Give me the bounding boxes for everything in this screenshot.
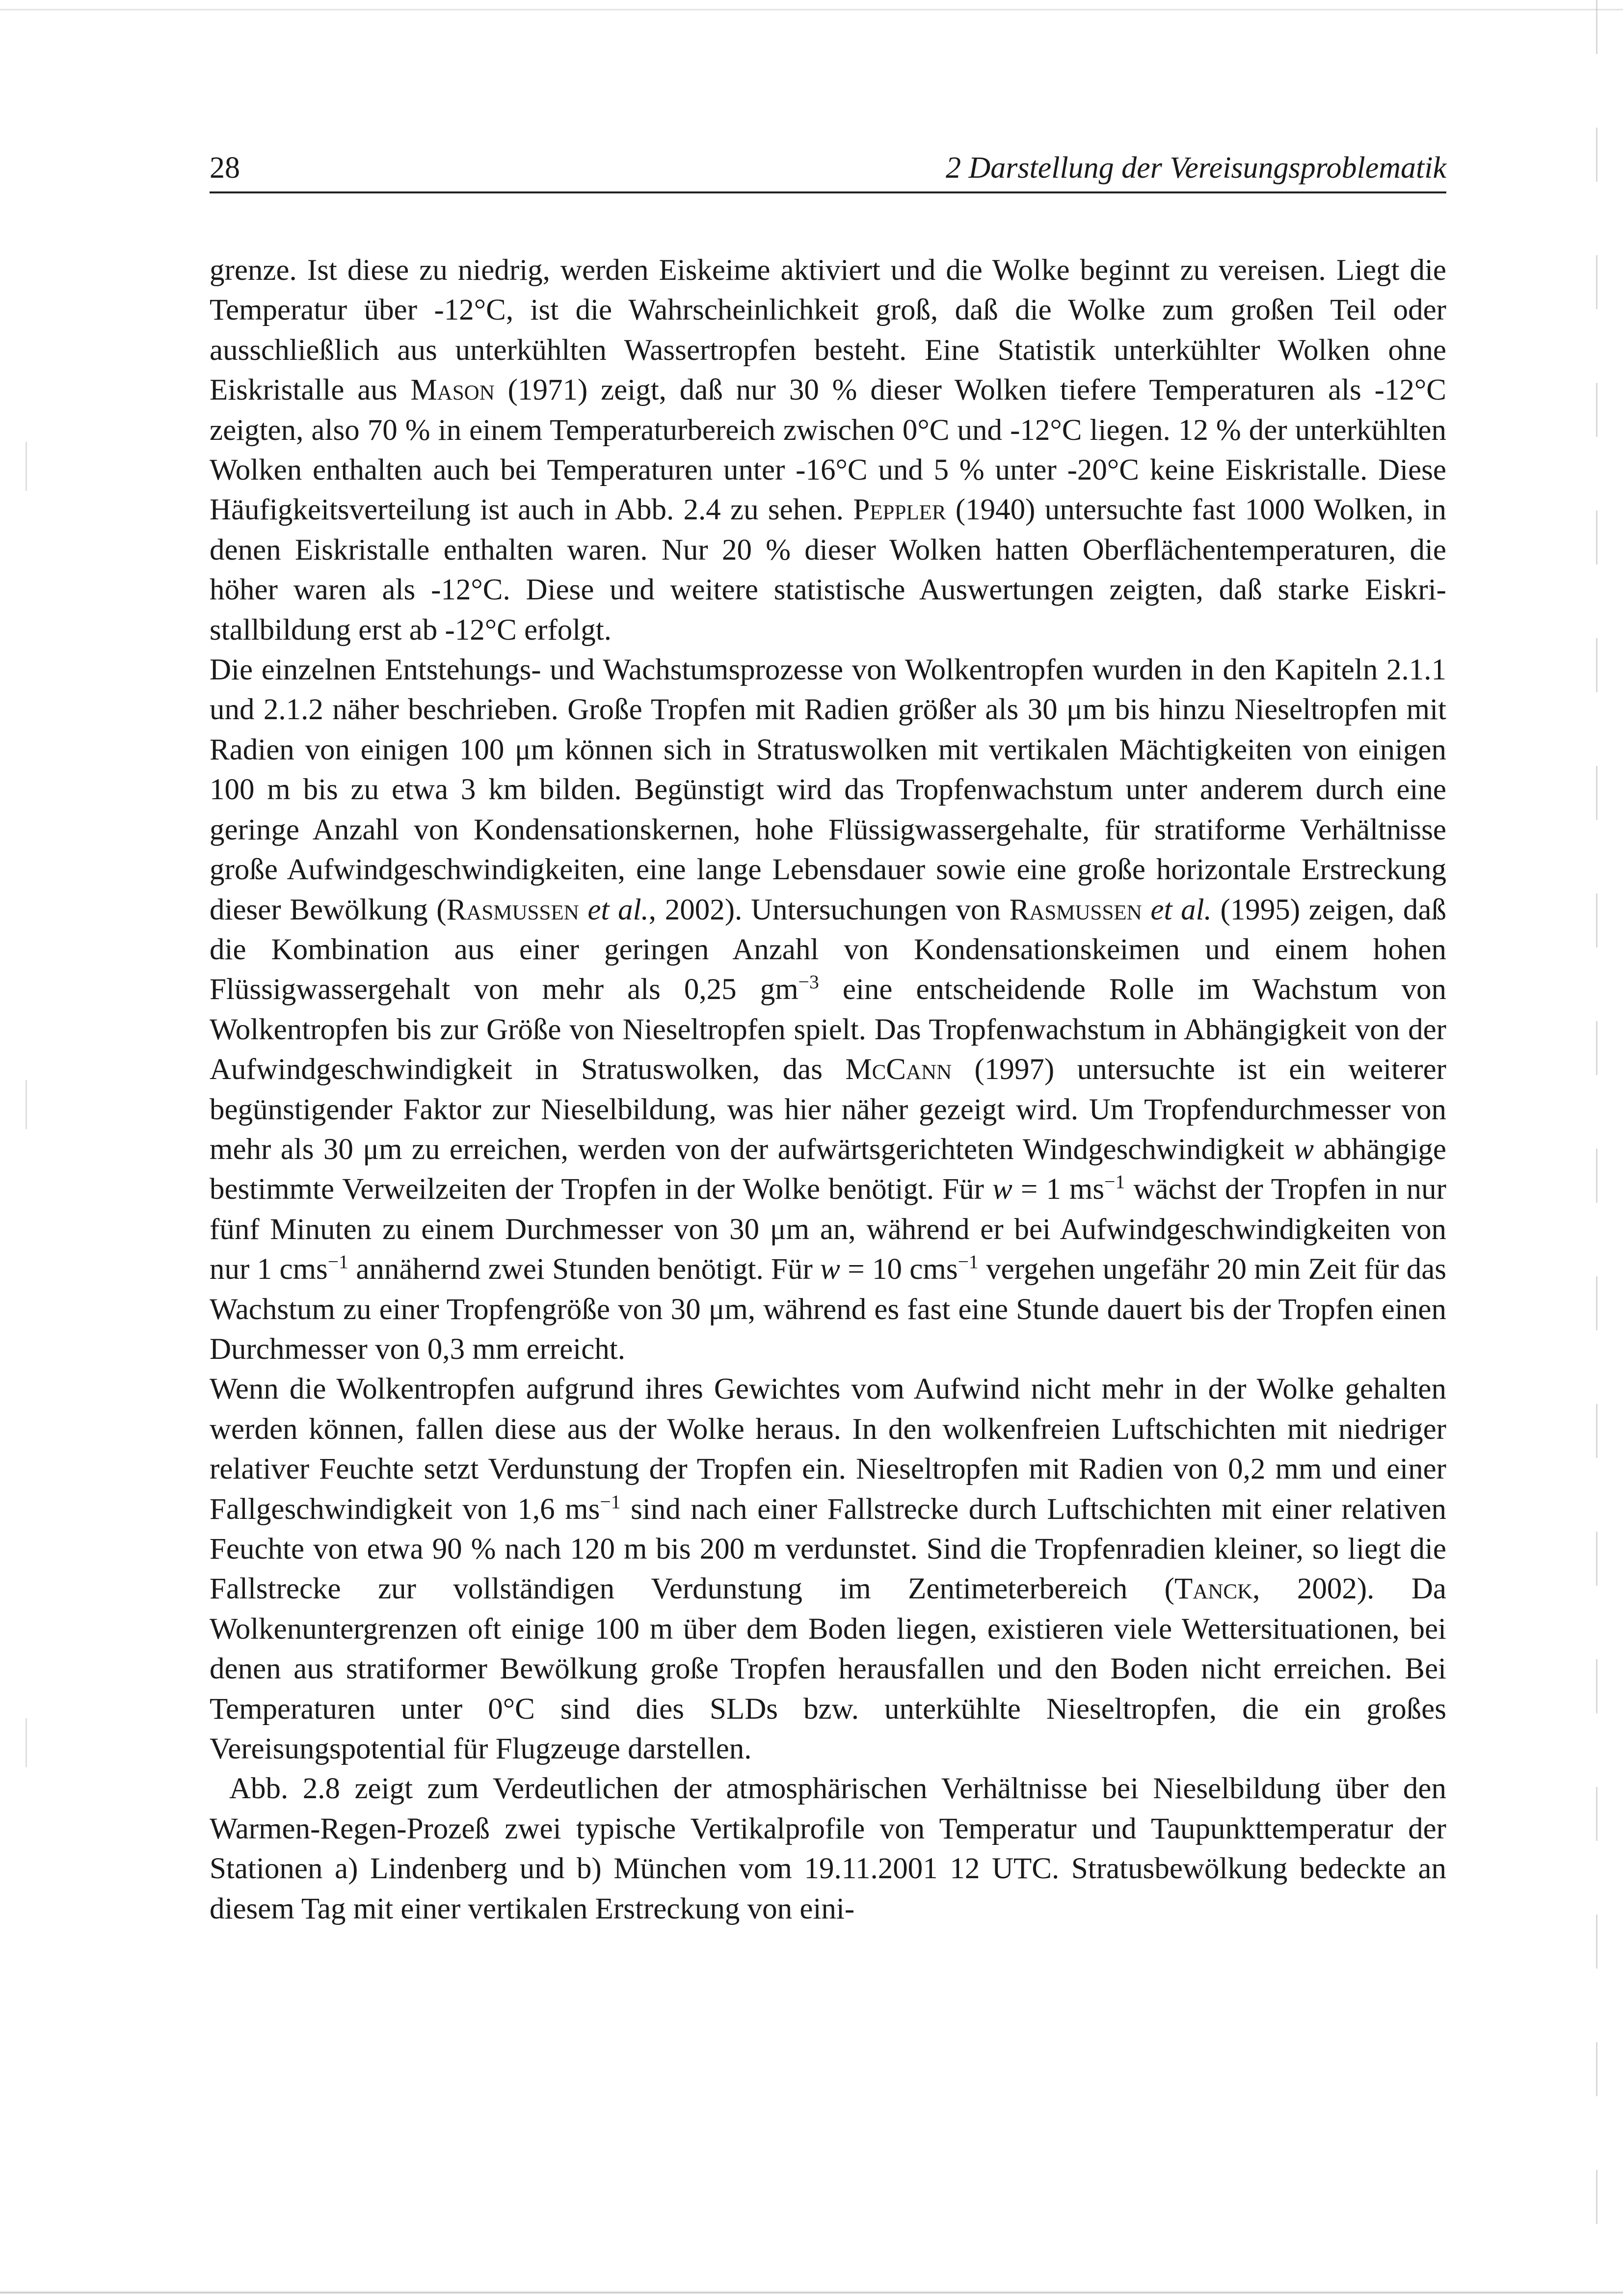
author-citation: Tanck — [1174, 1572, 1253, 1606]
text-run: , 2002). Untersuchungen von — [648, 893, 1010, 926]
text-run: wächst der Tropfen in nur fünf Minuten zu einem Durchmesser von 30 μm an, während er bei Aufwindgeschwindigkeiten von nur 1 cms — [210, 1173, 1446, 1286]
text-run: sind nach einer Fallstrecke durch Luftschichten mit einer relativen Feuchte von etwa 90 % nach 120 m bis 200 m verdunstet. Sind die Tropfenradien kleiner, so liegt die Fallstrecke zur vollständigen Verdunstung im Zentimeterbereich ( — [210, 1492, 1447, 1606]
text-run: annähernd zwei Stunden benötigt. Für — [348, 1253, 821, 1286]
text-run: grenze. Ist diese zu niedrig, werden Eiskeime aktiviert und die Wolke beginnt zu vereisen. Liegt die Temperatur über -12°C, ist die Wahrscheinlichkeit groß, daß die Wolke zum großen Teil oder ausschließlich aus unterkühlten Wassertropfen besteht. Eine Statistik unterkühlter Wolken ohne Eiskristalle aus — [210, 254, 1446, 407]
text-run: = 1 ms — [1012, 1173, 1105, 1206]
text-run: , 2002). Da Wolkenuntergrenzen oft einige 100 m über dem Boden liegen, existieren viele Wettersituationen, bei denen aus stratiformer Bewölkung große Tropfen herausfallen und den Boden nicht erreichen. Bei Temperaturen unter 0°C sind dies SLDs bzw. unterkühlte Nieseltropfen, die ein großes Vereisungspotential für Flugzeuge darstellen. — [210, 1572, 1446, 1766]
text-run: (1971) zeigt, daß nur 30 % dieser Wolken tiefere Temperaturen als -12°C zeigten, also 70 % in einem Temperaturbereich zwischen 0°C und -12°C liegen. 12 % der unterkühlten Wolken enthalten auch bei Temperaturen unter -16°C und 5 % unter -20°C keine Eiskristalle. Diese Häufigkeitsverteilung ist auch in Abb. 2.4 zu sehen. — [210, 374, 1446, 527]
scan-border-top — [0, 9, 1623, 10]
author-citation: Rasmussen — [1009, 893, 1142, 926]
text-run: (1997) untersuchte ist ein weiterer begünstigender Faktor zur Nieselbildung, was hier näher gezeigt wird. Um Tropfendurchmesser von mehr als 30 μm zu erreichen, werden von der aufwärtsgerichteten Windgeschwindigkeit — [210, 1053, 1446, 1166]
exponent: −1 — [600, 1490, 621, 1513]
citation-etal: et al. — [1150, 893, 1212, 926]
text-run: eine entscheidende Rolle im Wachstum von Wolkentropfen bis zur Größe von Nieseltropfen spielt. Das Tropfenwachstum in Abhängigkeit von der Aufwindgeschwindigkeit in Stratuswolken, das — [210, 973, 1447, 1086]
citation-etal: et al. — [587, 893, 649, 926]
scan-border-left — [26, 0, 27, 2296]
exponent: −3 — [798, 971, 819, 993]
exponent: −1 — [1104, 1171, 1125, 1193]
paragraph-4 — [210, 1769, 1446, 1929]
math-variable: w — [820, 1253, 840, 1286]
paragraph-1 — [210, 250, 1446, 650]
author-citation: Rasmussen — [446, 893, 579, 926]
paragraph-3 — [210, 1369, 1446, 1769]
text-run: = 10 cms — [840, 1253, 958, 1286]
exponent: −1 — [327, 1251, 348, 1273]
math-variable: w — [992, 1173, 1012, 1206]
text-run: (1940) untersuchte fast 1000 Wolken, in denen Eiskristalle enthalten waren. Nur 20 % dieser Wolken hatten Oberflächentemperaturen, die höher waren als -12°C. Diese und weitere statistische Auswertungen zeigten, daß starke Eiskristallbildung erst ab -12°C erfolgt. — [210, 493, 1446, 647]
exponent: −1 — [958, 1251, 979, 1273]
page-number: 28 — [210, 151, 240, 185]
paragraph-2 — [210, 650, 1446, 1369]
author-citation: Mason — [410, 374, 495, 407]
body-text — [210, 250, 1446, 1929]
text-run: vergehen ungefähr 20 min Zeit für das Wachstum zu einer Tropfengröße von 30 μm, während es fast eine Stunde dauert bis der Tropfen einen Durchmesser von 0,3 mm erreicht. — [210, 1253, 1447, 1366]
text-run: (1995) zeigen, daß die Kombination aus einer geringen Anzahl von Kondensationskeimen und einem hohen Flüssigwassergehalt von mehr als 0,25 gm — [210, 893, 1446, 1006]
math-variable: w — [1294, 1133, 1314, 1166]
text-run: Wenn die Wolkentropfen aufgrund ihres Gewichtes vom Aufwind nicht mehr in der Wolke gehalten werden können, fallen diese aus der Wolke heraus. In den wolkenfreien Luftschichten mit niedriger relativer Feuchte setzt Verdunstung der Tropfen ein. Nieseltropfen mit Radien von 0,2 mm und einer Fallgeschwindigkeit von 1,6 ms — [210, 1373, 1446, 1526]
scan-border-right — [1596, 0, 1597, 2296]
text-run: Abb. 2.8 zeigt zum Verdeutlichen der atmosphärischen Verhältnisse bei Nieselbildung über den Warmen-Regen-Prozeß zwei typische Vertikalprofile von Temperatur und Taupunkttemperatur der Stationen a) Lindenberg und b) München vom 19.11.2001 12 UTC. Stratusbewölkung bedeckte an diesem Tag mit einer vertikalen Erstreckung von eini- — [210, 1772, 1446, 1925]
scan-border-bottom — [0, 2292, 1623, 2294]
text-run: abhängige bestimmte Verweilzeiten der Tropfen in der Wolke benötigt. Für — [210, 1133, 1446, 1206]
running-title: 2 Darstellung der Vereisungsproblematik — [945, 151, 1446, 185]
page-header — [210, 147, 1446, 193]
author-citation: McCann — [845, 1053, 952, 1086]
text-run: Die einzelnen Entstehungs- und Wachstumsprozesse von Wolkentropfen wurden in den Kapiteln 2.1.1 und 2.1.2 näher beschrieben. Große Tropfen mit Radien größer als 30 μm bis hinzu Nieseltropfen mit Radien von einigen 100 μm können sich in Stratuswolken mit vertikalen Mächtigkeiten von einigen 100 m bis zu etwa 3 km bilden. Begünstigt wird das Tropfenwachstum unter anderem durch eine geringe Anzahl von Kondensationskernen, hohe Flüssigwassergehalte, für stratiforme Verhältnisse große Aufwindgeschwindigkeiten, eine lange Lebensdauer sowie eine große horizontale Erstreckung dieser Bewölkung ( — [210, 653, 1446, 926]
author-citation: Peppler — [853, 493, 946, 527]
